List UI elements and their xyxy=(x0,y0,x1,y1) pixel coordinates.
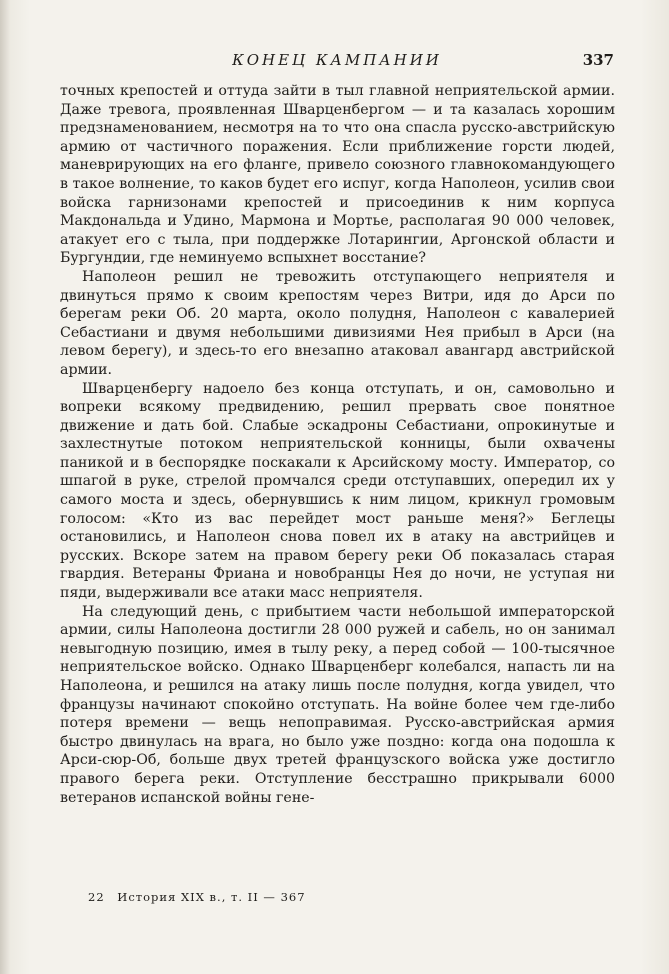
paragraph-4: На следующий день, с прибытием части небольшой императорской армии, силы Наполеона достигли 28 000 ружей и сабель, но он занимал невыгодную позицию, имея в тылу реку, а перед собой — 100-тысячное неприятельское войско. Однако Шварценберг колебался, напасть ли на Наполеона, и решился на атаку лишь после полудня, когда увидел, что французы начинают спокойно отступать. На войне более чем где-либо потеря времени — вещь непоправимая. Русско-австрийская армия быстро двинулась на врага, но было уже поздно: когда она подошла к Арси-сюр-Об, больше двух третей французского войска уже достигло правого берега реки. Отступление бесстрашно прикрывали 6000 ветеранов испанской войны гене- xyxy=(60,603,615,806)
page-binding-shadow xyxy=(0,0,10,974)
page-footer xyxy=(88,890,314,904)
source-line: История XIX в., т. II — 367 xyxy=(117,890,306,904)
page-header xyxy=(60,51,614,73)
body-text xyxy=(60,82,615,807)
paragraph-3: Шварценбергу надоело без конца отступать, и он, самовольно и вопреки всякому предвидению, решил прервать свое понятное движение и дать бой. Слабые эскадроны Себастиани, опрокинутые и захлестнутые потоком неприятельской конницы, были охвачены паникой и в беспорядке поскакали к Арсийскому мосту. Император, со шпагой в руке, стрелой промчался среди отступавших, опередил их у самого моста и здесь, обернувшись к ним лицом, крикнул громовым голосом: «Кто из вас перейдет мост раньше меня?» Беглецы остановились, и Наполеон снова повел их в атаку на австрийцев и русских. Вскоре затем на правом берегу реки Об показалась старая гвардия. Ветераны Фриана и новобранцы Нея до ночи, не уступая ни пяди, выдерживали все атаки масс неприятеля. xyxy=(60,380,615,602)
page-number: 337 xyxy=(582,51,614,69)
signature-mark: 22 xyxy=(88,890,105,904)
paragraph-2: Наполеон решил не тревожить отступающего неприятеля и двинуться прямо к своим крепостям через Витри, идя до Арси по берегам реки Об. 20 марта, около полудня, Наполеон с кавалерией Себастиани и двумя небольшими дивизиями Нея прибыл в Арси (на левом берегу), и здесь-то его внезапно атаковал авангард австрийской армии. xyxy=(60,268,615,378)
running-title: КОНЕЦ КАМПАНИИ xyxy=(232,51,442,69)
paragraph-1: точных крепостей и оттуда зайти в тыл главной неприятельской армии. Даже тревога, проявленная Шварценбергом — и та казалась хорошим предзнаменованием, несмотря на то что она спасла русско-австрийскую армию от частичного поражения. Если приближение горсти людей, маневрирующих на его фланге, привело союзного главнокомандующего в такое волнение, то каков будет его испуг, когда Наполеон, усилив свои войска гарнизонами крепостей и присоединив к ним корпуса Макдональда и Удино, Мармона и Мортье, располагая 90 000 человек, атакует его с тыла, при поддержке Лотарингии, Аргонской области и Бургундии, где неминуемо вспыхнет восстание? xyxy=(60,83,615,267)
